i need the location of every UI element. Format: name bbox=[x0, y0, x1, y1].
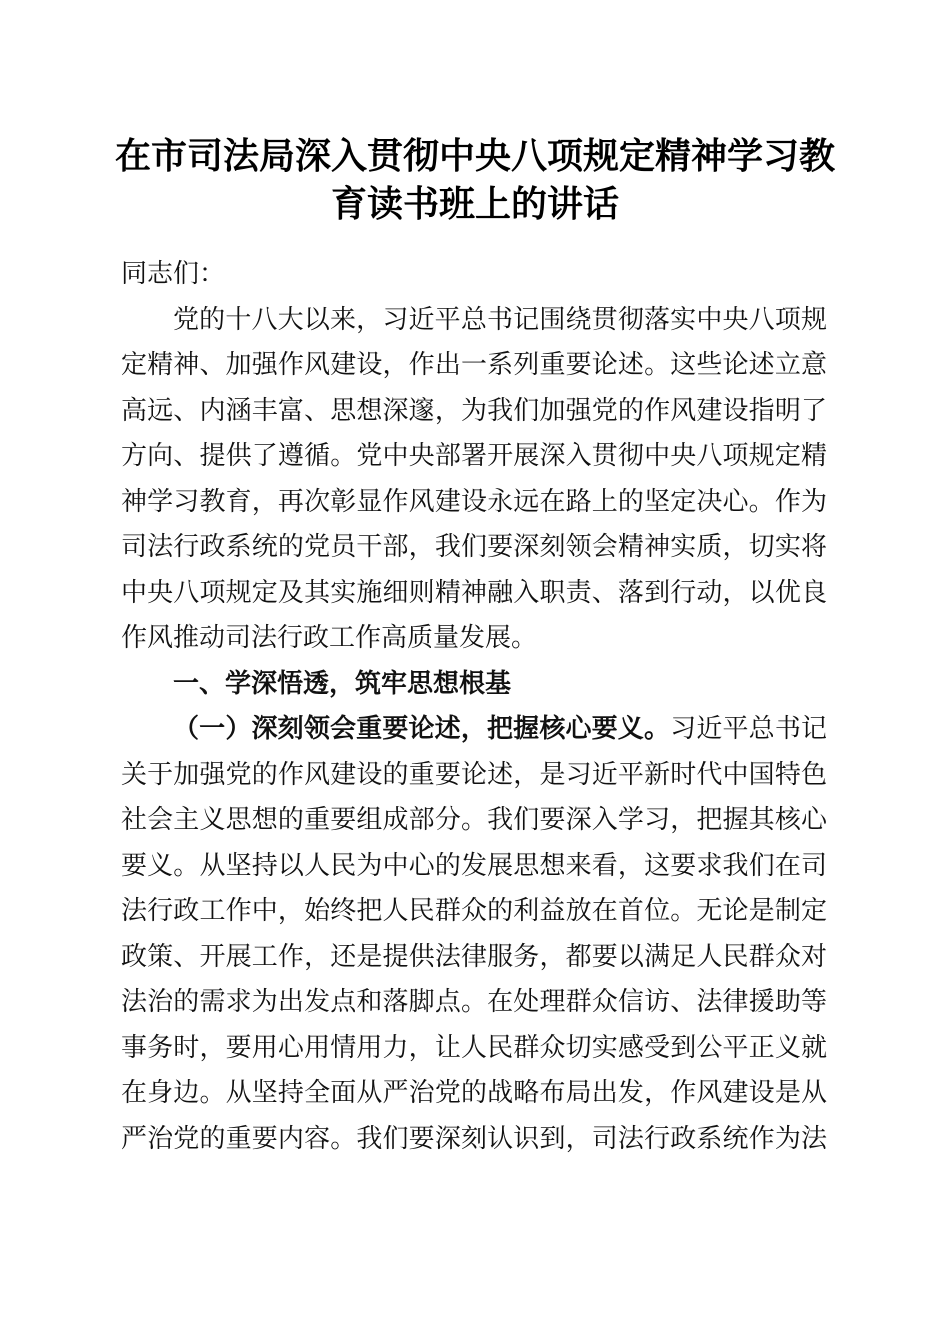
paragraph-section-1 bbox=[121, 707, 827, 1162]
paragraph-line: 定精神、加强作风建设，作出一系列重要论述。这些论述立意 bbox=[121, 350, 827, 380]
paragraph-line bbox=[121, 707, 827, 753]
salutation: 同志们： bbox=[121, 259, 226, 289]
document-title bbox=[100, 132, 850, 228]
paragraph-line: 党的十八大以来，习近平总书记围绕贯彻落实中央八项规 bbox=[173, 304, 827, 335]
document-body bbox=[121, 252, 827, 1162]
paragraph-intro bbox=[121, 298, 827, 662]
paragraph-line: 高远、内涵丰富、思想深邃，为我们加强党的作风建设指明了 bbox=[121, 395, 827, 426]
paragraph-line: 严治党的重要内容。我们要深刻认识到，司法行政系统作为法 bbox=[121, 1123, 827, 1154]
paragraph-line: 神学习教育，再次彰显作风建设永远在路上的坚定决心。作为 bbox=[121, 486, 827, 517]
paragraph-line: 司法行政系统的党员干部，我们要深刻领会精神实质，切实将 bbox=[121, 532, 827, 562]
paragraph-line: 作风推动司法行政工作高质量发展。 bbox=[121, 623, 538, 653]
paragraph-line: 政策、开展工作，还是提供法律服务，都要以满足人民群众对 bbox=[121, 941, 827, 972]
section-heading: 一、学深悟透，筑牢思想根基 bbox=[173, 668, 512, 699]
paragraph-line: 社会主义思想的重要组成部分。我们要深入学习，把握其核心 bbox=[121, 805, 827, 835]
paragraph-line: 法行政工作中，始终把人民群众的利益放在首位。无论是制定 bbox=[121, 896, 827, 926]
paragraph-line: 关于加强党的作风建设的重要论述，是习近平新时代中国特色 bbox=[121, 759, 827, 790]
paragraph-line: 法治的需求为出发点和落脚点。在处理群众信访、法律援助等 bbox=[121, 987, 827, 1017]
paragraph-line: 要义。从坚持以人民为中心的发展思想来看，这要求我们在司 bbox=[121, 850, 827, 881]
paragraph-line: 中央八项规定及其实施细则精神融入职责、落到行动，以优良 bbox=[121, 577, 827, 608]
paragraph-line: 方向、提供了遵循。党中央部署开展深入贯彻中央八项规定精 bbox=[121, 441, 827, 471]
subsection-heading: （一）深刻领会重要论述，把握核心要义。 bbox=[173, 714, 671, 744]
paragraph-line: 事务时，要用心用情用力，让人民群众切实感受到公平正义就 bbox=[121, 1032, 827, 1063]
paragraph-line-rest: 习近平总书记 bbox=[670, 714, 827, 744]
title-line-2: 育读书班上的讲话 bbox=[330, 183, 619, 225]
title-line-1: 在市司法局深入贯彻中央八项规定精神学习教 bbox=[114, 135, 835, 177]
paragraph-line: 在身边。从坚持全面从严治党的战略布局出发，作风建设是从 bbox=[121, 1078, 827, 1108]
